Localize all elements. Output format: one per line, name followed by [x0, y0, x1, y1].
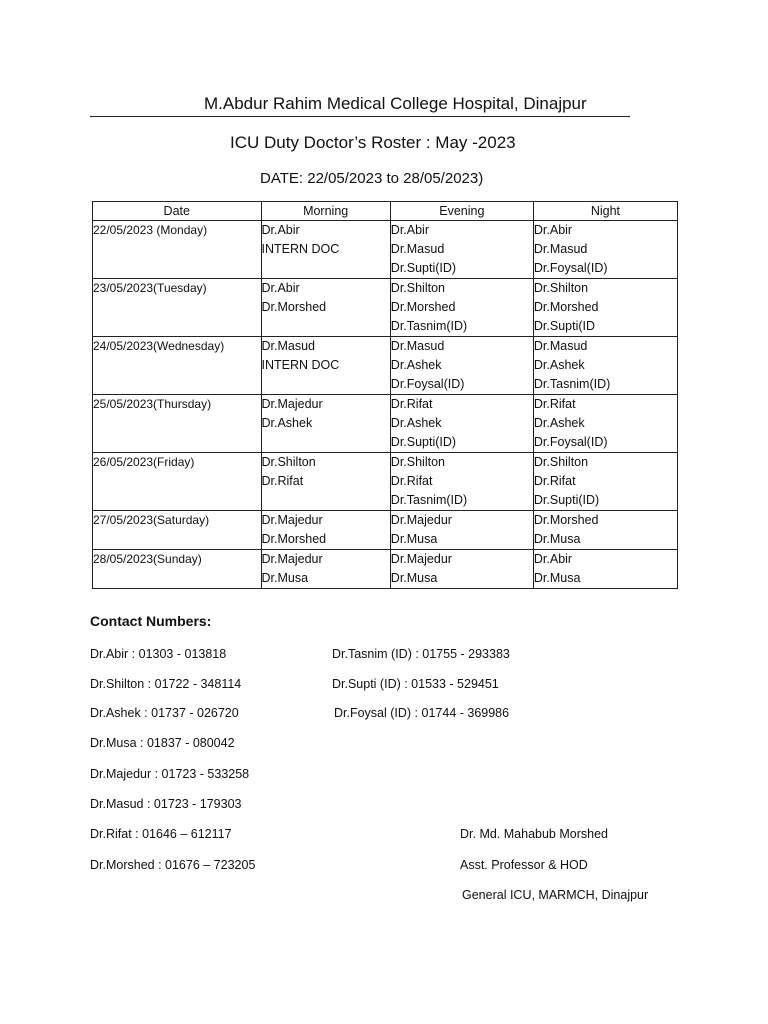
date-cell: 25/05/2023(Thursday): [93, 395, 262, 453]
table-header-row: [93, 202, 678, 221]
contact-abir: Dr.Abir : 01303 - 013818: [90, 647, 227, 661]
contact-foysal: Dr.Foysal (ID) : 01744 - 369986: [334, 706, 510, 720]
duty-doctor: Dr.Supti(ID): [390, 435, 457, 449]
contacts-title: Contact Numbers:: [90, 613, 212, 629]
duty-doctor: Dr.Shilton: [390, 455, 445, 469]
date-cell: 26/05/2023(Friday): [93, 453, 262, 511]
duty-doctor: Dr.Supti(ID): [533, 493, 600, 507]
contact-ashek: Dr.Ashek : 01737 - 026720: [90, 706, 239, 720]
table-row: [93, 550, 678, 589]
contact-shilton: Dr.Shilton : 01722 - 348114: [90, 677, 242, 691]
evening-cell: [390, 453, 533, 511]
table-row: [93, 395, 678, 453]
duty-doctor: Dr.Foysal(ID): [533, 261, 608, 275]
duty-doctor: INTERN DOC: [261, 242, 340, 256]
duty-doctor: Dr.Rifat: [390, 474, 433, 488]
date-cell: 27/05/2023(Saturday): [93, 511, 262, 550]
duty-doctor: [262, 317, 390, 336]
roster-title: ICU Duty Doctor’s Roster : May -2023: [230, 133, 516, 152]
duty-doctor: Dr.Abir: [533, 223, 573, 237]
duty-doctor: Dr.Ashek: [261, 416, 313, 430]
duty-doctor: [262, 259, 390, 278]
duty-doctor: Dr.Rifat: [390, 397, 433, 411]
evening-cell: [390, 550, 533, 589]
night-cell: [533, 221, 677, 279]
signature-name: Dr. Md. Mahabub Morshed: [460, 827, 608, 841]
duty-doctor: Dr.Abir: [261, 281, 300, 295]
contact-supti: Dr.Supti (ID) : 01533 - 529451: [332, 677, 499, 691]
contact-majedur: Dr.Majedur : 01723 - 533258: [90, 767, 250, 781]
header-date: Date: [93, 202, 262, 221]
night-cell: [533, 453, 677, 511]
evening-cell: [390, 395, 533, 453]
duty-doctor: Dr.Majedur: [390, 513, 452, 527]
duty-doctor: Dr.Tasnim(ID): [390, 319, 468, 333]
morning-cell: [261, 279, 390, 337]
duty-doctor: Dr.Musa: [390, 571, 438, 585]
duty-doctor: Dr.Ashek: [533, 358, 585, 372]
duty-doctor: Dr.Rifat: [533, 397, 576, 411]
duty-doctor: Dr.Musa: [261, 571, 309, 585]
contact-morshed: Dr.Morshed : 01676 – 723205: [90, 858, 256, 872]
evening-cell: [390, 279, 533, 337]
duty-doctor: Dr.Majedur: [261, 513, 323, 527]
duty-doctor: Dr.Rifat: [261, 474, 304, 488]
evening-cell: [390, 221, 533, 279]
contact-masud: Dr.Masud : 01723 - 179303: [90, 797, 242, 811]
evening-cell: [390, 337, 533, 395]
roster-table: [92, 201, 678, 589]
date-cell: 22/05/2023 (Monday): [93, 221, 262, 279]
date-cell: 28/05/2023(Sunday): [93, 550, 262, 589]
duty-doctor: Dr.Ashek: [390, 358, 442, 372]
morning-cell: [261, 221, 390, 279]
duty-doctor: Dr.Shilton: [533, 455, 589, 469]
duty-doctor: Dr.Majedur: [261, 397, 323, 411]
morning-cell: [261, 337, 390, 395]
duty-doctor: [262, 375, 390, 394]
contact-musa: Dr.Musa : 01837 - 080042: [90, 736, 235, 750]
duty-doctor: Dr.Foysal(ID): [533, 435, 608, 449]
duty-doctor: Dr.Abir: [261, 223, 300, 237]
duty-doctor: Dr.Morshed: [533, 513, 599, 527]
duty-doctor: Dr.Masud: [261, 339, 315, 353]
morning-cell: [261, 395, 390, 453]
duty-doctor: Dr.Shilton: [390, 281, 445, 295]
hospital-header: [90, 94, 630, 117]
duty-doctor: Dr.Rifat: [533, 474, 576, 488]
duty-doctor: Dr.Tasnim(ID): [390, 493, 468, 507]
duty-doctor: Dr.Masud: [390, 339, 445, 353]
evening-cell: [390, 511, 533, 550]
signature-designation: Asst. Professor & HOD: [460, 858, 588, 872]
duty-doctor: [262, 491, 390, 510]
signature-department: General ICU, MARMCH, Dinajpur: [462, 888, 649, 902]
duty-doctor: Dr.Supti(ID: [533, 319, 596, 333]
duty-doctor: Dr.Shilton: [261, 455, 316, 469]
date-range: DATE: 22/05/2023 to 28/05/2023): [260, 170, 484, 187]
morning-cell: [261, 550, 390, 589]
duty-doctor: Dr.Abir: [390, 223, 429, 237]
night-cell: [533, 550, 677, 589]
duty-doctor: Dr.Musa: [533, 532, 581, 546]
duty-doctor: Dr.Morshed: [261, 300, 327, 314]
duty-doctor: Dr.Morshed: [390, 300, 456, 314]
duty-doctor: Dr.Musa: [390, 532, 438, 546]
duty-doctor: Dr.Abir: [533, 552, 573, 566]
duty-doctor: Dr.Ashek: [390, 416, 442, 430]
morning-cell: [261, 453, 390, 511]
duty-doctor: [262, 433, 390, 452]
duty-doctor: INTERN DOC: [261, 358, 340, 372]
night-cell: [533, 511, 677, 550]
night-cell: [533, 395, 677, 453]
table-row: [93, 279, 678, 337]
date-cell: 24/05/2023(Wednesday): [93, 337, 262, 395]
morning-cell: [261, 511, 390, 550]
contact-tasnim: Dr.Tasnim (ID) : 01755 - 293383: [332, 647, 510, 661]
duty-doctor: Dr.Morshed: [533, 300, 599, 314]
duty-doctor: Dr.Ashek: [533, 416, 585, 430]
duty-doctor: Dr.Majedur: [390, 552, 452, 566]
table-row: [93, 221, 678, 279]
table-row: [93, 453, 678, 511]
duty-doctor: Dr.Majedur: [261, 552, 323, 566]
night-cell: [533, 337, 677, 395]
duty-doctor: Dr.Masud: [533, 339, 588, 353]
table-row: [93, 511, 678, 550]
date-cell: 23/05/2023(Tuesday): [93, 279, 262, 337]
header-morning: Morning: [261, 202, 390, 221]
duty-doctor: Dr.Supti(ID): [390, 261, 457, 275]
header-evening: Evening: [390, 202, 533, 221]
duty-doctor: Dr.Musa: [533, 571, 581, 585]
duty-doctor: Dr.Masud: [533, 242, 588, 256]
duty-doctor: Dr.Masud: [390, 242, 445, 256]
duty-doctor: Dr.Morshed: [261, 532, 327, 546]
duty-doctor: Dr.Shilton: [533, 281, 589, 295]
night-cell: [533, 279, 677, 337]
contact-rifat: Dr.Rifat : 01646 – 612117: [90, 827, 232, 841]
duty-doctor: Dr.Foysal(ID): [390, 377, 465, 391]
table-row: [93, 337, 678, 395]
hospital-name: M.Abdur Rahim Medical College Hospital, Dinajpur: [204, 94, 587, 113]
duty-doctor: Dr.Tasnim(ID): [533, 377, 611, 391]
header-night: Night: [533, 202, 677, 221]
